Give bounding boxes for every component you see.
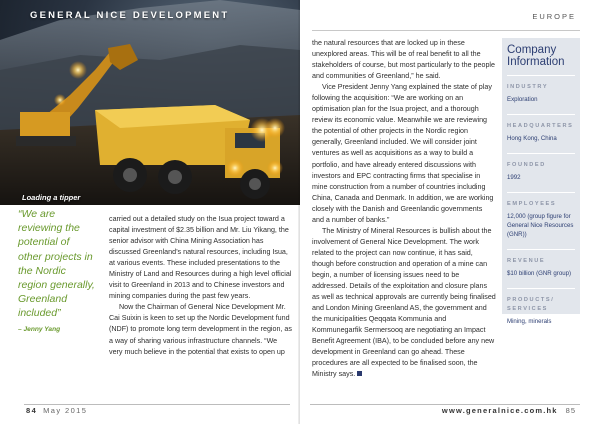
footer-right: [442, 406, 576, 415]
info-products-services: [507, 288, 575, 336]
issue-date: May 2015: [43, 406, 88, 415]
paragraph-text: The Ministry of Mineral Resources is bullish about the involvement of General Nice Development. The work related to the project can now continue, it has said, though before construction and operation of a mine can begin, a number of licensing issues need to be addressed. Details of the exploitation and closure plans as well as technical approvals are currently being finalised and London Mining Greenland AS, the government and the municipalities Qeqqata Kommunia and Kommunegarfik Sermersooq are negotiating an Impact Benefit Agreement (IBA), to be concluded before any new development in Greenland can go ahead. These procedures are all expected to be finalised soon, the Ministry says.: [312, 226, 496, 379]
info-label: FOUNDED: [507, 162, 546, 168]
info-value: Hong Kong, China: [507, 135, 557, 142]
info-label: PRODUCTS/ SERVICES: [507, 297, 555, 312]
info-value: Exploration: [507, 96, 538, 103]
photo-caption: Loading a tipper: [22, 193, 81, 202]
section-header-left: GENERAL NICE DEVELOPMENT: [30, 10, 230, 21]
paragraph: carried out a detailed study on the Isua project toward a capital investment of $2.35 billion and Mr. Liu Yikang, the senior advisor with China Mining Association has discussed Greenland’s natural resources, including Isua, at various events. These included presentations to the Ministry of Land and Resources during a high level official visit to Greenland in 2013 and to Chinese investors and mining companies during the past few years.: [109, 215, 292, 301]
info-employees: [507, 192, 575, 249]
pull-quote-text: “We are reviewing the potential of other projects in the Nordic region generally, Greenland included”: [18, 208, 95, 320]
info-value: $10 billion (GNR group): [507, 270, 572, 277]
page-number-left: 84: [26, 406, 38, 415]
pull-quote-author: – Jenny Yang: [18, 325, 61, 333]
info-founded: [507, 153, 575, 192]
info-label: REVENUE: [507, 258, 546, 264]
end-of-article-mark: [357, 371, 362, 376]
body-column-left: [109, 214, 292, 358]
info-label: INDUSTRY: [507, 84, 549, 90]
mining-photo: [0, 0, 300, 205]
paragraph: [312, 226, 496, 381]
info-value: 1992: [507, 174, 521, 181]
tipper-truck-illustration: [0, 0, 300, 205]
pull-quote: [18, 207, 96, 333]
paragraph: Vice President Jenny Yang explained the state of play following the acquisition: “We are working on an optimisation plan for the Isua project, and a thorough review its economic value. Meanwhile we are reviewing the potential of other projects in the Nordic region generally, Greenland included. We will consider joint ventures as well as acquisitions as a way to build a portfolio, and have already entered discussions with investors and EPC contracting firms that specialise in mine construction from a number of countries including China, Canada and Denmark. In addition, we are working closely with the Danish and Greenlandic governments and a number of banks.”: [312, 83, 494, 224]
info-value: 12,000 (group figure for General Nice Resources (GNR)): [507, 213, 574, 238]
info-label: EMPLOYEES: [507, 201, 557, 207]
info-headquarters: [507, 114, 575, 153]
info-revenue: [507, 249, 575, 288]
footer-rule-right: [310, 404, 580, 405]
info-industry: [507, 75, 575, 114]
header-rule: [312, 30, 580, 31]
footer-left: [26, 406, 87, 415]
page-number-right: 85: [565, 406, 576, 415]
company-info-sidebar: [502, 38, 580, 325]
sidebar-title: Company Information: [507, 44, 565, 68]
body-column-right: [312, 38, 496, 380]
footer-rule-left: [24, 404, 290, 405]
info-label: HEADQUARTERS: [507, 123, 574, 129]
website-url: www.generalnice.com.hk: [441, 406, 558, 415]
info-value: Mining, minerals: [507, 318, 552, 325]
section-header-right: EUROPE: [532, 12, 576, 21]
paragraph: the natural resources that are locked up in these unexplored areas. This will be of real benefit to all the stakeholders of course, but most particularly to the people and communities of Greenland,” he said.: [312, 39, 495, 81]
paragraph: Now the Chairman of General Nice Development Mr. Cai Suixin is keen to set up the Nordic Development fund (NDF) to promote long term development in the region, as a way of sharing various infrastructure channels. “We very much believe in the potential that exists to open up: [109, 303, 292, 356]
